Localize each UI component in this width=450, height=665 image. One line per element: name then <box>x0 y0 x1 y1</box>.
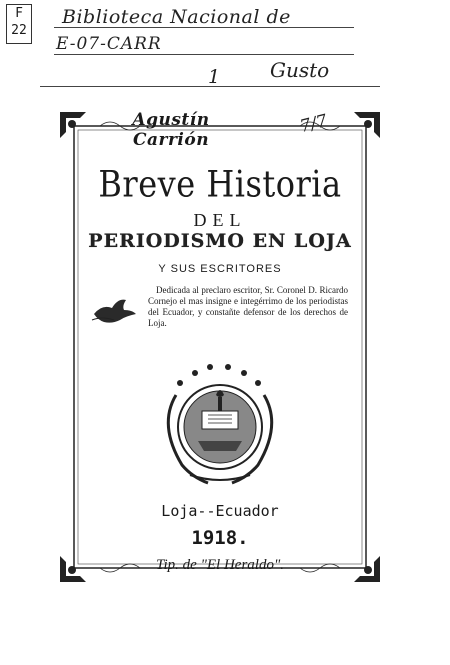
book-title: Breve Historia <box>98 162 342 206</box>
library-note-line2: Gusto <box>270 58 330 82</box>
library-note-line1: Biblioteca Nacional de <box>62 6 291 28</box>
publication-place: Loja--Ecuador <box>161 502 279 520</box>
book-subtitle: Y SUS ESCRITORES <box>158 263 282 275</box>
call-number: E-07-CARR <box>56 34 162 54</box>
printer-imprint: Tip. de "El Heraldo". <box>155 557 284 573</box>
shelf-mark-box <box>6 4 32 44</box>
book-subject: PERIODISMO EN LOJA <box>88 230 352 252</box>
title-connector: DEL <box>193 210 247 230</box>
coat-of-arms-icon <box>150 355 290 490</box>
shelf-mark-letter: F <box>15 6 23 21</box>
pencil-note: 7/7 <box>297 110 330 138</box>
library-note-number: 1 <box>208 66 221 88</box>
author-name: Agustín Carrión <box>132 110 210 150</box>
publication-year: 1918. <box>191 527 249 549</box>
ruled-line <box>54 54 354 55</box>
shelf-mark-number: 22 <box>11 23 27 38</box>
dedication: Dedicada al preclaro escritor, Sr. Coronel D. Ricardo Cornejo el mas insigne e integérrimo de los periodistas del Ecuador, y constañte defensor de los derechos de Loja. <box>148 285 348 328</box>
dove-icon <box>90 294 138 328</box>
